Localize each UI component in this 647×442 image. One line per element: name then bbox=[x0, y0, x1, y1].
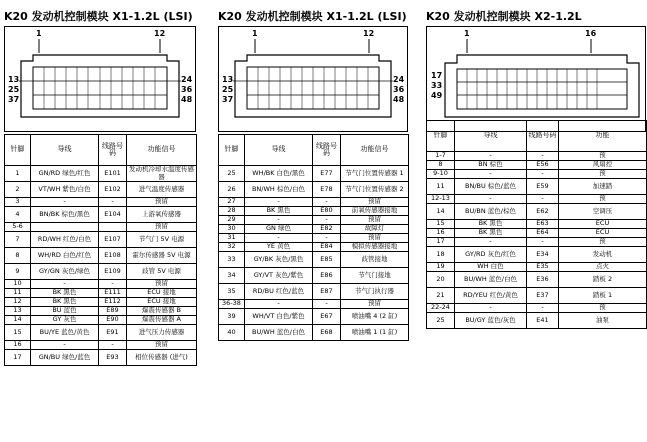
circuit-cell: - bbox=[527, 195, 559, 204]
function-cell: 前氧传感器接地 bbox=[341, 207, 409, 216]
col-circuit: 线路号码 bbox=[313, 135, 341, 166]
pin-label-right: 36 bbox=[181, 85, 193, 94]
circuit-cell: E89 bbox=[99, 307, 127, 316]
table-row bbox=[219, 325, 409, 341]
pin-cell: 28 bbox=[219, 207, 245, 216]
table-row bbox=[5, 182, 197, 198]
wire-cell: - bbox=[31, 341, 99, 350]
circuit-cell: E68 bbox=[313, 325, 341, 341]
function-cell: 爆震传感器 A bbox=[127, 316, 197, 325]
pin-cell: 4 bbox=[5, 207, 31, 223]
pin-cell: 33 bbox=[219, 252, 245, 268]
wire-cell: - bbox=[455, 304, 527, 313]
pin-label-left: 13 bbox=[8, 75, 20, 84]
circuit-cell: E107 bbox=[99, 232, 127, 248]
function-cell: 风扇控 bbox=[559, 161, 647, 170]
pin-cell: 17 bbox=[427, 238, 455, 247]
table-row bbox=[5, 166, 197, 182]
circuit-cell: E35 bbox=[527, 263, 559, 272]
wire-cell: RD/YEU 红色/黄色 bbox=[455, 288, 527, 304]
wire-cell: BN/WH 棕色/白色 bbox=[245, 182, 313, 198]
table-body bbox=[5, 166, 197, 366]
table-row bbox=[5, 232, 197, 248]
wire-cell: RD/WH 红色/白色 bbox=[31, 232, 99, 248]
circuit-cell: E86 bbox=[313, 268, 341, 284]
table-row bbox=[219, 300, 409, 309]
function-cell: 进气压力传感器 bbox=[127, 325, 197, 341]
table-row bbox=[5, 264, 197, 280]
pin-label-right: 36 bbox=[393, 85, 405, 94]
circuit-cell: E37 bbox=[527, 288, 559, 304]
connector-diagram bbox=[218, 26, 408, 132]
table-row bbox=[219, 182, 409, 198]
wire-cell: - bbox=[245, 300, 313, 309]
pin-cell: 12-13 bbox=[427, 195, 455, 204]
pin-table bbox=[4, 134, 197, 366]
pin-cell: 32 bbox=[219, 243, 245, 252]
function-cell: 发动机 bbox=[559, 247, 647, 263]
circuit-cell: E77 bbox=[313, 166, 341, 182]
pin-cell: 14 bbox=[5, 316, 31, 325]
wire-cell: BK 黑色 bbox=[455, 220, 527, 229]
function-cell: 爆震传感器 B bbox=[127, 307, 197, 316]
pin-cell: 13 bbox=[5, 307, 31, 316]
function-cell: ECU bbox=[559, 229, 647, 238]
pin-label-top-left: 1 bbox=[36, 29, 42, 38]
pin-cell: 1-7 bbox=[427, 152, 455, 161]
function-cell: 预 bbox=[559, 238, 647, 247]
pin-cell: 1 bbox=[5, 166, 31, 182]
pin-label-left: 17 bbox=[431, 71, 443, 80]
pin-cell: 16 bbox=[427, 229, 455, 238]
function-cell: 预留 bbox=[127, 223, 197, 232]
circuit-cell: - bbox=[527, 238, 559, 247]
wire-cell: GN/BU 绿色/蓝色 bbox=[31, 350, 99, 366]
wire-cell bbox=[31, 223, 99, 232]
function-cell: 预留 bbox=[341, 300, 409, 309]
pin-cell: 11 bbox=[5, 289, 31, 298]
table-row bbox=[219, 166, 409, 182]
function-cell: 踏板 1 bbox=[559, 288, 647, 304]
pin-cell: 14 bbox=[427, 204, 455, 220]
pin-cell: 18 bbox=[427, 247, 455, 263]
function-cell: 歧管 5V 电源 bbox=[127, 264, 197, 280]
connector-drawing bbox=[427, 27, 645, 131]
table-body bbox=[219, 166, 409, 341]
circuit-cell: E84 bbox=[313, 243, 341, 252]
pin-label-left: 37 bbox=[8, 95, 20, 104]
pin-cell: 5-6 bbox=[5, 223, 31, 232]
wire-cell: BK 黑色 bbox=[245, 207, 313, 216]
pin-cell: 25 bbox=[219, 166, 245, 182]
circuit-cell: - bbox=[313, 216, 341, 225]
table-header-row bbox=[219, 135, 409, 166]
pin-cell: 10 bbox=[5, 280, 31, 289]
wire-cell: BK 黑色 bbox=[31, 289, 99, 298]
wire-cell: - bbox=[455, 152, 527, 161]
table-row bbox=[427, 313, 647, 329]
pin-label-left: 37 bbox=[222, 95, 234, 104]
pin-cell: 36-38 bbox=[219, 300, 245, 309]
table-row bbox=[427, 220, 647, 229]
circuit-cell: E104 bbox=[99, 207, 127, 223]
wire-cell: BU/GY 蓝色/灰色 bbox=[455, 313, 527, 329]
pin-cell: 12 bbox=[5, 298, 31, 307]
wire-cell: - bbox=[455, 238, 527, 247]
circuit-cell: E101 bbox=[99, 166, 127, 182]
function-cell: 油泵 bbox=[559, 313, 647, 329]
table-row bbox=[427, 272, 647, 288]
table-row bbox=[427, 170, 647, 179]
table-row bbox=[5, 316, 197, 325]
wire-cell: GY/GN 灰色/绿色 bbox=[31, 264, 99, 280]
pin-cell: 27 bbox=[219, 198, 245, 207]
pin-cell: 29 bbox=[219, 216, 245, 225]
pin-cell: 7 bbox=[5, 232, 31, 248]
table-row bbox=[219, 268, 409, 284]
function-cell: 节气门 5V 电源 bbox=[127, 232, 197, 248]
connector-drawing bbox=[5, 27, 195, 131]
connector-diagram bbox=[426, 26, 646, 132]
circuit-cell: - bbox=[313, 234, 341, 243]
table-row bbox=[5, 341, 197, 350]
circuit-cell: E91 bbox=[99, 325, 127, 341]
table-row bbox=[427, 195, 647, 204]
pin-cell: 31 bbox=[219, 234, 245, 243]
table-row bbox=[219, 309, 409, 325]
pin-cell: 2 bbox=[5, 182, 31, 198]
function-cell: 预留 bbox=[341, 216, 409, 225]
function-cell: 预 bbox=[559, 170, 647, 179]
table-row bbox=[427, 247, 647, 263]
pin-cell: 16 bbox=[5, 341, 31, 350]
table-header-row bbox=[5, 135, 197, 166]
circuit-cell: E59 bbox=[527, 179, 559, 195]
wire-cell: - bbox=[455, 195, 527, 204]
wire-cell: BN/BK 棕色/黑色 bbox=[31, 207, 99, 223]
function-cell: 点火 bbox=[559, 263, 647, 272]
function-cell: ECU 接地 bbox=[127, 289, 197, 298]
pin-table bbox=[218, 134, 409, 341]
circuit-cell: E62 bbox=[527, 204, 559, 220]
connector-drawing bbox=[219, 27, 407, 131]
col-function: 功能信号 bbox=[341, 135, 409, 166]
circuit-cell: E80 bbox=[313, 207, 341, 216]
wire-cell: WH/RD 白色/红色 bbox=[31, 248, 99, 264]
wire-cell: - bbox=[245, 216, 313, 225]
pin-cell: 20 bbox=[427, 272, 455, 288]
col-wire: 导线 bbox=[455, 121, 527, 152]
pin-label-left: 49 bbox=[431, 91, 443, 100]
table-row bbox=[219, 284, 409, 300]
wire-cell: RD/BU 红色/蓝色 bbox=[245, 284, 313, 300]
pin-table bbox=[426, 120, 647, 329]
circuit-cell: - bbox=[99, 198, 127, 207]
panel-3 bbox=[426, 0, 613, 442]
circuit-cell: E93 bbox=[99, 350, 127, 366]
function-cell: 踏板 2 bbox=[559, 272, 647, 288]
function-cell: 空调压 bbox=[559, 204, 647, 220]
circuit-cell: E90 bbox=[99, 316, 127, 325]
pin-label-left: 25 bbox=[222, 85, 234, 94]
function-cell: 霍尔传感器 5V 电源 bbox=[127, 248, 197, 264]
col-circuit: 线路号码 bbox=[99, 135, 127, 166]
table-row bbox=[427, 161, 647, 170]
pin-cell: 40 bbox=[219, 325, 245, 341]
pin-label-right: 24 bbox=[181, 75, 193, 84]
function-cell: 模拟传感器接地 bbox=[341, 243, 409, 252]
pin-label-top-right: 16 bbox=[585, 29, 597, 38]
pin-cell: 9-10 bbox=[427, 170, 455, 179]
circuit-cell: E87 bbox=[313, 284, 341, 300]
circuit-cell: E109 bbox=[99, 264, 127, 280]
circuit-cell: E82 bbox=[313, 225, 341, 234]
wire-cell: BU/WH 蓝色/白色 bbox=[245, 325, 313, 341]
function-cell: 预留 bbox=[127, 341, 197, 350]
circuit-cell: E111 bbox=[99, 289, 127, 298]
pin-label-right: 48 bbox=[393, 95, 405, 104]
panel-title: K20 发动机控制模块 X2-1.2L bbox=[426, 10, 582, 23]
table-row bbox=[427, 179, 647, 195]
pin-label-top-right: 12 bbox=[154, 29, 166, 38]
wire-cell: BU/BN 蓝色/棕色 bbox=[455, 204, 527, 220]
table-row bbox=[219, 243, 409, 252]
col-circuit: 线路号码 bbox=[527, 121, 559, 152]
pin-cell: 35 bbox=[219, 284, 245, 300]
col-function: 功能信号 bbox=[127, 135, 197, 166]
circuit-cell: - bbox=[313, 198, 341, 207]
wire-cell: BK 黑色 bbox=[455, 229, 527, 238]
circuit-cell: E36 bbox=[527, 272, 559, 288]
wire-cell: WH 白色 bbox=[455, 263, 527, 272]
function-cell: 预留 bbox=[127, 280, 197, 289]
table-row bbox=[427, 304, 647, 313]
pin-label-top-left: 1 bbox=[252, 29, 258, 38]
wire-cell: GY 灰色 bbox=[31, 316, 99, 325]
circuit-cell: E102 bbox=[99, 182, 127, 198]
pin-cell: 21 bbox=[427, 288, 455, 304]
pin-label-right: 48 bbox=[181, 95, 193, 104]
function-cell: 相位传感器 (进气) bbox=[127, 350, 197, 366]
table-row bbox=[427, 288, 647, 304]
pin-label-left: 33 bbox=[431, 81, 443, 90]
function-cell: 预 bbox=[559, 195, 647, 204]
wire-cell: BK 黑色 bbox=[31, 298, 99, 307]
function-cell: 上游氧传感器 bbox=[127, 207, 197, 223]
function-cell: 预留 bbox=[341, 234, 409, 243]
pin-cell: 22-24 bbox=[427, 304, 455, 313]
circuit-cell: - bbox=[527, 170, 559, 179]
table-row bbox=[427, 229, 647, 238]
wire-cell: WH/BK 白色/黑色 bbox=[245, 166, 313, 182]
wire-cell: GY/RD 灰色/红色 bbox=[455, 247, 527, 263]
function-cell: 节气门执行器 bbox=[341, 284, 409, 300]
function-cell: 预留 bbox=[341, 198, 409, 207]
circuit-cell: E108 bbox=[99, 248, 127, 264]
function-cell: 故障灯 bbox=[341, 225, 409, 234]
pin-cell: 15 bbox=[5, 325, 31, 341]
wire-cell: - bbox=[31, 280, 99, 289]
wire-cell: GN/RD 绿色/红色 bbox=[31, 166, 99, 182]
table-row bbox=[5, 248, 197, 264]
circuit-cell bbox=[99, 223, 127, 232]
function-cell: 进气温度传感器 bbox=[127, 182, 197, 198]
pin-cell: 39 bbox=[219, 309, 245, 325]
pin-cell: 8 bbox=[5, 248, 31, 264]
function-cell: 发动机冷却水温度传感器 bbox=[127, 166, 197, 182]
circuit-cell: - bbox=[99, 280, 127, 289]
circuit-cell: E63 bbox=[527, 220, 559, 229]
connector-diagram bbox=[4, 26, 196, 132]
wire-cell: GY/VT 灰色/紫色 bbox=[245, 268, 313, 284]
pin-cell: 11 bbox=[427, 179, 455, 195]
function-cell: 节气门位置传感器 2 bbox=[341, 182, 409, 198]
pin-label-top-right: 12 bbox=[363, 29, 375, 38]
function-cell: 加速踏 bbox=[559, 179, 647, 195]
panel-title: K20 发动机控制模块 X1-1.2L (LSI) bbox=[218, 10, 407, 23]
circuit-cell: - bbox=[313, 300, 341, 309]
circuit-cell: E64 bbox=[527, 229, 559, 238]
function-cell: 喷油嘴 1 (1 缸) bbox=[341, 325, 409, 341]
circuit-cell: E34 bbox=[527, 247, 559, 263]
wire-cell: BU/YE 蓝色/黄色 bbox=[31, 325, 99, 341]
col-pin: 针脚 bbox=[219, 135, 245, 166]
wire-cell: - bbox=[455, 170, 527, 179]
pin-cell: 26 bbox=[219, 182, 245, 198]
wire-cell: - bbox=[245, 234, 313, 243]
wire-cell: BN 棕色 bbox=[455, 161, 527, 170]
table-body bbox=[427, 152, 647, 329]
pin-cell: 9 bbox=[5, 264, 31, 280]
col-pin: 针脚 bbox=[5, 135, 31, 166]
col-function: 功能 bbox=[559, 121, 647, 152]
wire-cell: - bbox=[31, 198, 99, 207]
wire-cell: BU 蓝色 bbox=[31, 307, 99, 316]
circuit-cell: E67 bbox=[313, 309, 341, 325]
wire-cell: BU/WH 蓝色/白色 bbox=[455, 272, 527, 288]
wire-cell: - bbox=[245, 198, 313, 207]
function-cell: 预留 bbox=[127, 198, 197, 207]
table-row bbox=[427, 263, 647, 272]
wire-cell: GY/BK 灰色/黑色 bbox=[245, 252, 313, 268]
circuit-cell: E112 bbox=[99, 298, 127, 307]
wire-cell: VT/WH 紫色/白色 bbox=[31, 182, 99, 198]
col-wire: 导线 bbox=[31, 135, 99, 166]
wire-cell: YE 黄色 bbox=[245, 243, 313, 252]
wire-cell: GN 绿色 bbox=[245, 225, 313, 234]
function-cell: 节气门接地 bbox=[341, 268, 409, 284]
wire-cell: BN/BU 棕色/蓝色 bbox=[455, 179, 527, 195]
col-pin: 针脚 bbox=[427, 121, 455, 152]
table-row bbox=[5, 198, 197, 207]
function-cell: 歧管接地 bbox=[341, 252, 409, 268]
pin-cell: 19 bbox=[427, 263, 455, 272]
circuit-cell: - bbox=[527, 304, 559, 313]
table-row bbox=[427, 152, 647, 161]
function-cell: 预 bbox=[559, 304, 647, 313]
table-row bbox=[219, 252, 409, 268]
col-wire: 导线 bbox=[245, 135, 313, 166]
function-cell: ECU 接地 bbox=[127, 298, 197, 307]
circuit-cell: E56 bbox=[527, 161, 559, 170]
table-row bbox=[5, 325, 197, 341]
function-cell: 预 bbox=[559, 152, 647, 161]
pin-label-right: 24 bbox=[393, 75, 405, 84]
wire-cell: WH/VT 白色/紫色 bbox=[245, 309, 313, 325]
circuit-cell: E85 bbox=[313, 252, 341, 268]
pin-cell: 8 bbox=[427, 161, 455, 170]
pin-cell: 25 bbox=[427, 313, 455, 329]
pin-cell: 30 bbox=[219, 225, 245, 234]
circuit-cell: E78 bbox=[313, 182, 341, 198]
table-row bbox=[427, 204, 647, 220]
function-cell: 喷油嘴 4 (2 缸) bbox=[341, 309, 409, 325]
function-cell: ECU bbox=[559, 220, 647, 229]
panel-title: K20 发动机控制模块 X1-1.2L (LSI) bbox=[4, 10, 193, 23]
table-row bbox=[427, 238, 647, 247]
pin-cell: 3 bbox=[5, 198, 31, 207]
circuit-cell: - bbox=[527, 152, 559, 161]
table-row bbox=[5, 223, 197, 232]
pin-cell: 15 bbox=[427, 220, 455, 229]
pin-label-left: 25 bbox=[8, 85, 20, 94]
table-row bbox=[5, 207, 197, 223]
pin-cell: 34 bbox=[219, 268, 245, 284]
table-header-row bbox=[427, 121, 647, 152]
pin-cell: 17 bbox=[5, 350, 31, 366]
circuit-cell: E41 bbox=[527, 313, 559, 329]
table-row bbox=[5, 350, 197, 366]
pin-label-top-left: 1 bbox=[464, 29, 470, 38]
circuit-cell: - bbox=[99, 341, 127, 350]
pin-label-left: 13 bbox=[222, 75, 234, 84]
function-cell: 节气门位置传感器 1 bbox=[341, 166, 409, 182]
